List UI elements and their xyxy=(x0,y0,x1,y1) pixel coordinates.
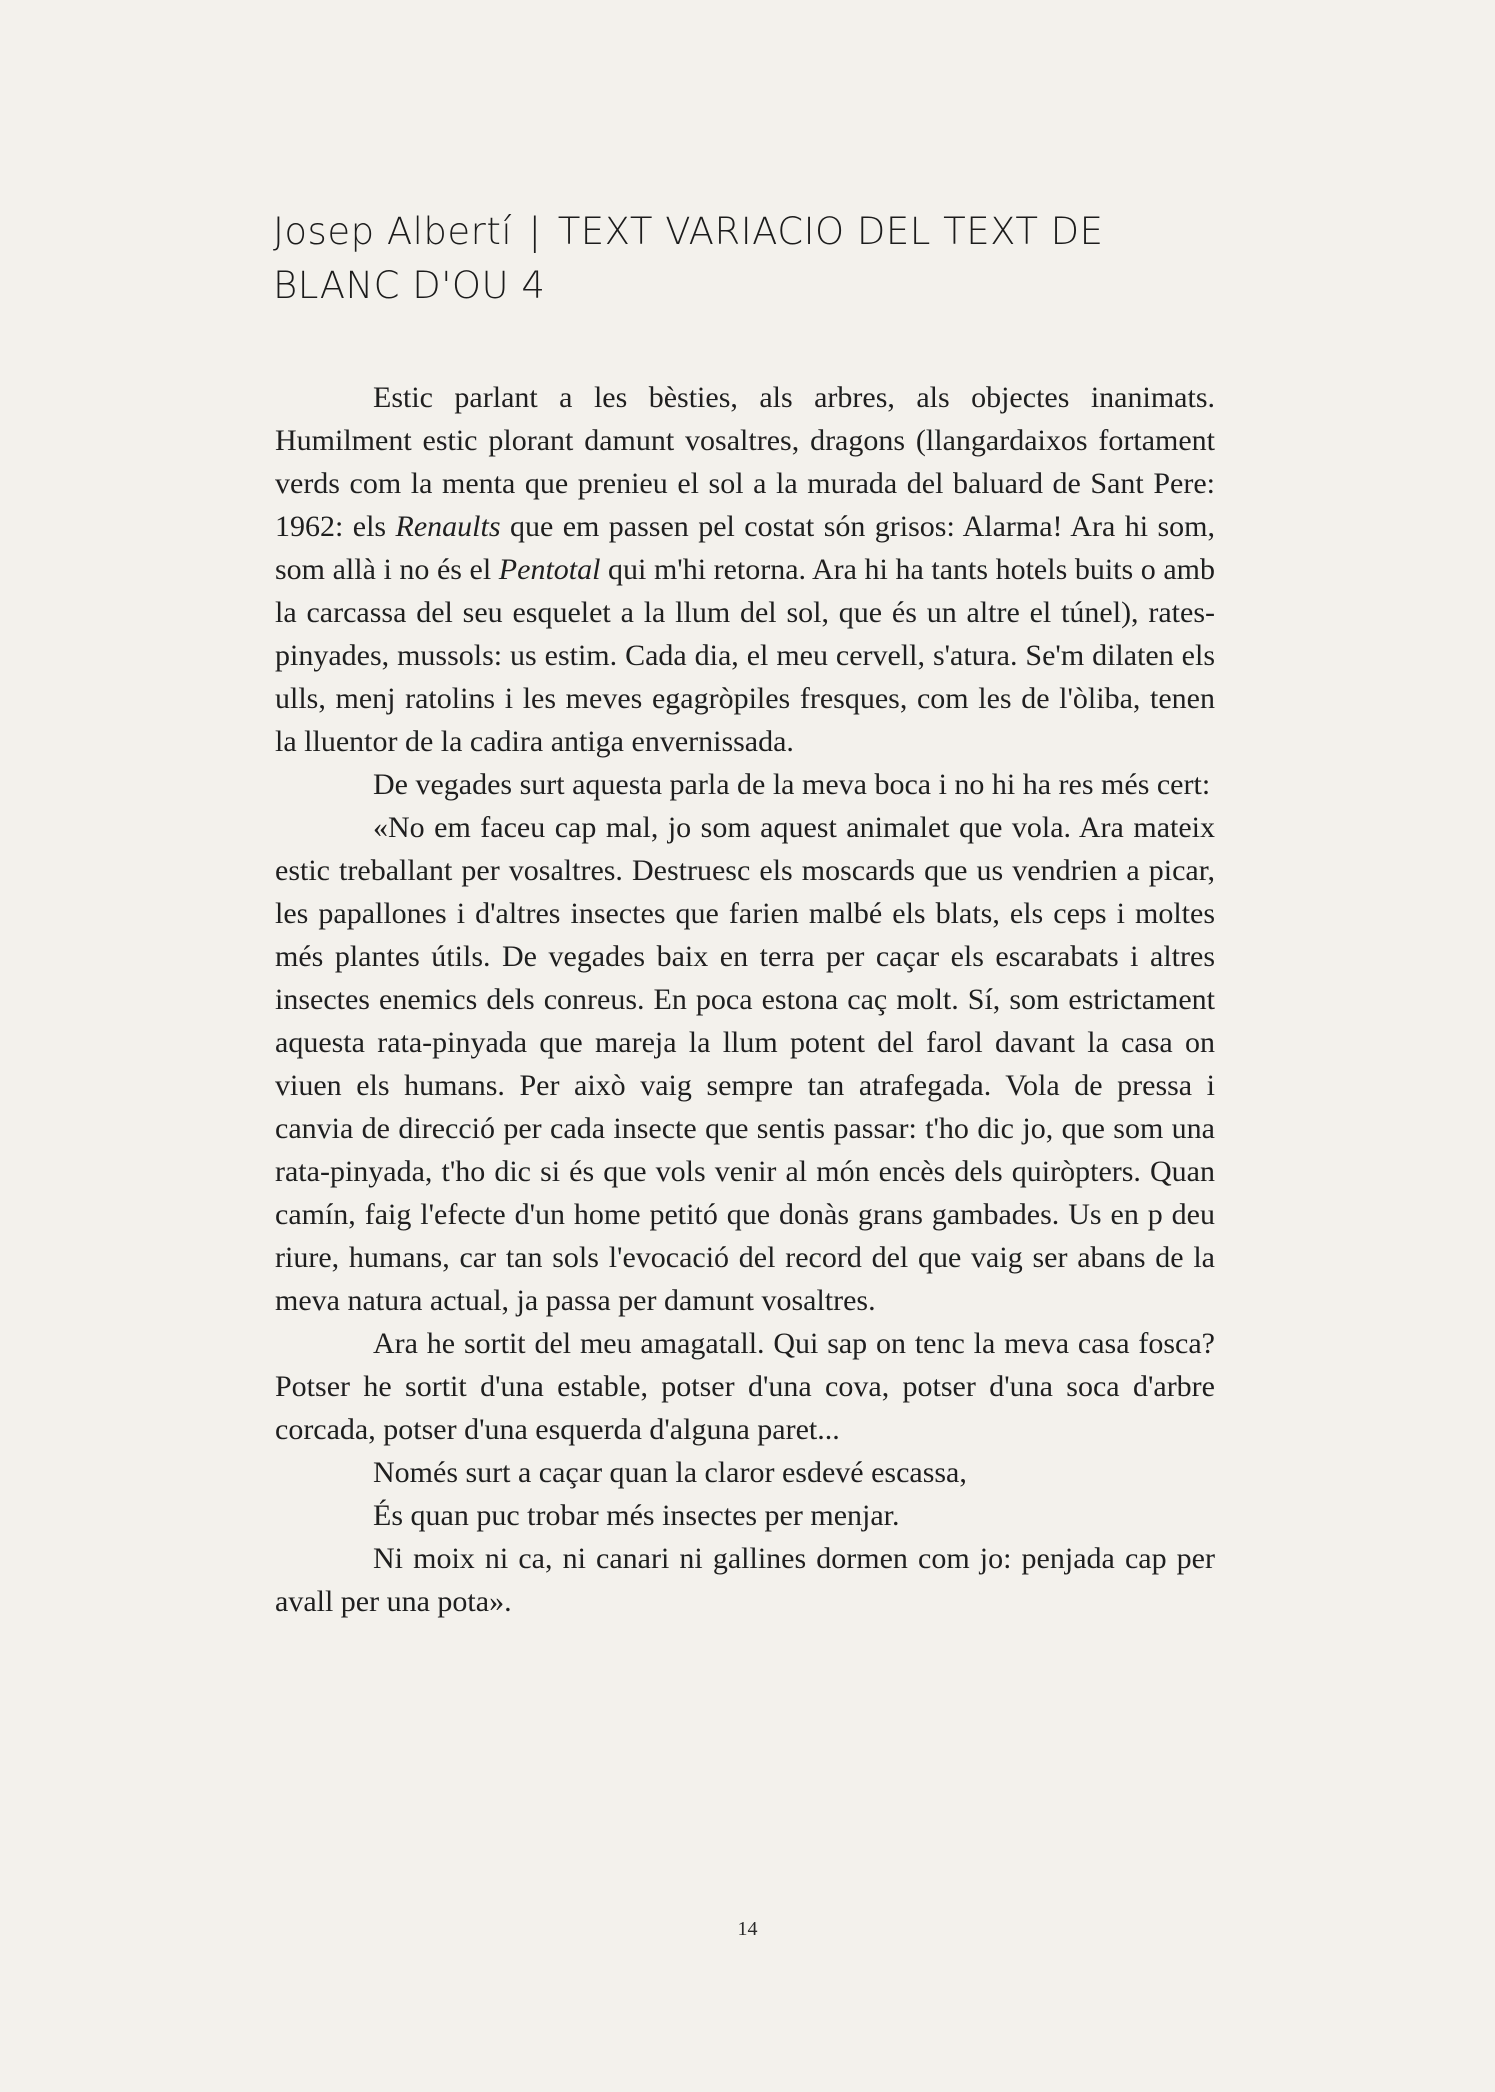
author-name: Josep Albertí xyxy=(273,210,513,253)
paragraph-1-italic-renaults: Renaults xyxy=(395,510,501,543)
paragraph-4: Ara he sortit del meu amagatall. Qui sap on tenc la meva casa fosca? Potser he sortit d'una estable, potser d'una cova, potser d'una soca d'arbre corcada, potser d'una esquerda d'alguna paret... xyxy=(275,1327,1215,1446)
title-line-2: BLANC D'OU 4 xyxy=(273,264,546,307)
page-heading xyxy=(273,205,1173,313)
paragraph-1-italic-pentotal: Pentotal xyxy=(498,553,601,586)
paragraph-1 xyxy=(275,376,1215,763)
paragraph-3-quote: «No em faceu cap mal, jo som aquest animalet que vola. Ara mateix estic treballant per vosaltres. Destruesc els moscards que us vendrien a picar, les papallones i d'altres insectes que farien malbé els blats, els ceps i moltes més plantes útils. De vegades baix en terra per caçar els escarabats i altres insectes enemics dels conreus. En poca estona caç molt. Sí, som estrictament aquesta rata-pinyada que mareja la llum potent del farol davant la casa on viuen els humans. Per això vaig sempre tan atrafegada. Vola de pressa i canvia de direcció per cada insecte que sentis passar: t'ho dic jo, que som una rata-pinyada, t'ho dic si és que vols venir al món encès dels quiròpters. Quan camín, faig l'efecte d'un home petitó que donàs grans gambades. Us en p deu riure, humans, car tan sols l'evocació del record del que vaig ser abans de la meva natura actual, ja passa per damunt vosaltres. xyxy=(275,811,1215,1317)
title-line-1: TEXT VARIACIO DEL TEXT DE xyxy=(557,210,1104,253)
paragraph-1-text-c: que em passen pel costat són grisos: Alarma! Ara hi som, som allà i no és el xyxy=(275,510,1215,586)
paragraph-1-text-e: qui m'hi retorna. Ara hi ha tants hotels buits o amb la carcassa del seu esquelet a la llum del sol, que és un altre el túnel), rates-pinyades, mussols: us estim. Cada dia, el meu cervell, s'atura. Se'm dilaten els ulls, menj ratolins i les meves egagròpiles fresques, com les de l'òliba, tenen la lluentor de la cadira antiga envernissada. xyxy=(275,553,1216,758)
page-number: 14 xyxy=(737,1918,758,1940)
heading-separator: | xyxy=(528,210,542,253)
paragraph-6: És quan puc trobar més insectes per menjar. xyxy=(373,1499,900,1532)
paragraph-5: Només surt a caçar quan la claror esdevé escassa, xyxy=(373,1456,967,1489)
paragraph-1-text-a: Estic parlant a les bèsties, als arbres, als objectes inanimats. Humilment estic plorant damunt vosaltres, dragons (llangardaixos fortament verds com la menta que prenieu el sol a la murada del baluard de Sant Pere: 1962: els xyxy=(275,381,1215,543)
paragraph-2: De vegades surt aquesta parla de la meva boca i no hi ha res més cert: xyxy=(373,768,1211,801)
body-text xyxy=(275,376,1215,1623)
paragraph-7: Ni moix ni ca, ni canari ni gallines dormen com jo: penjada cap per avall per una pota». xyxy=(275,1542,1215,1618)
heading-line-1 xyxy=(273,205,1173,259)
